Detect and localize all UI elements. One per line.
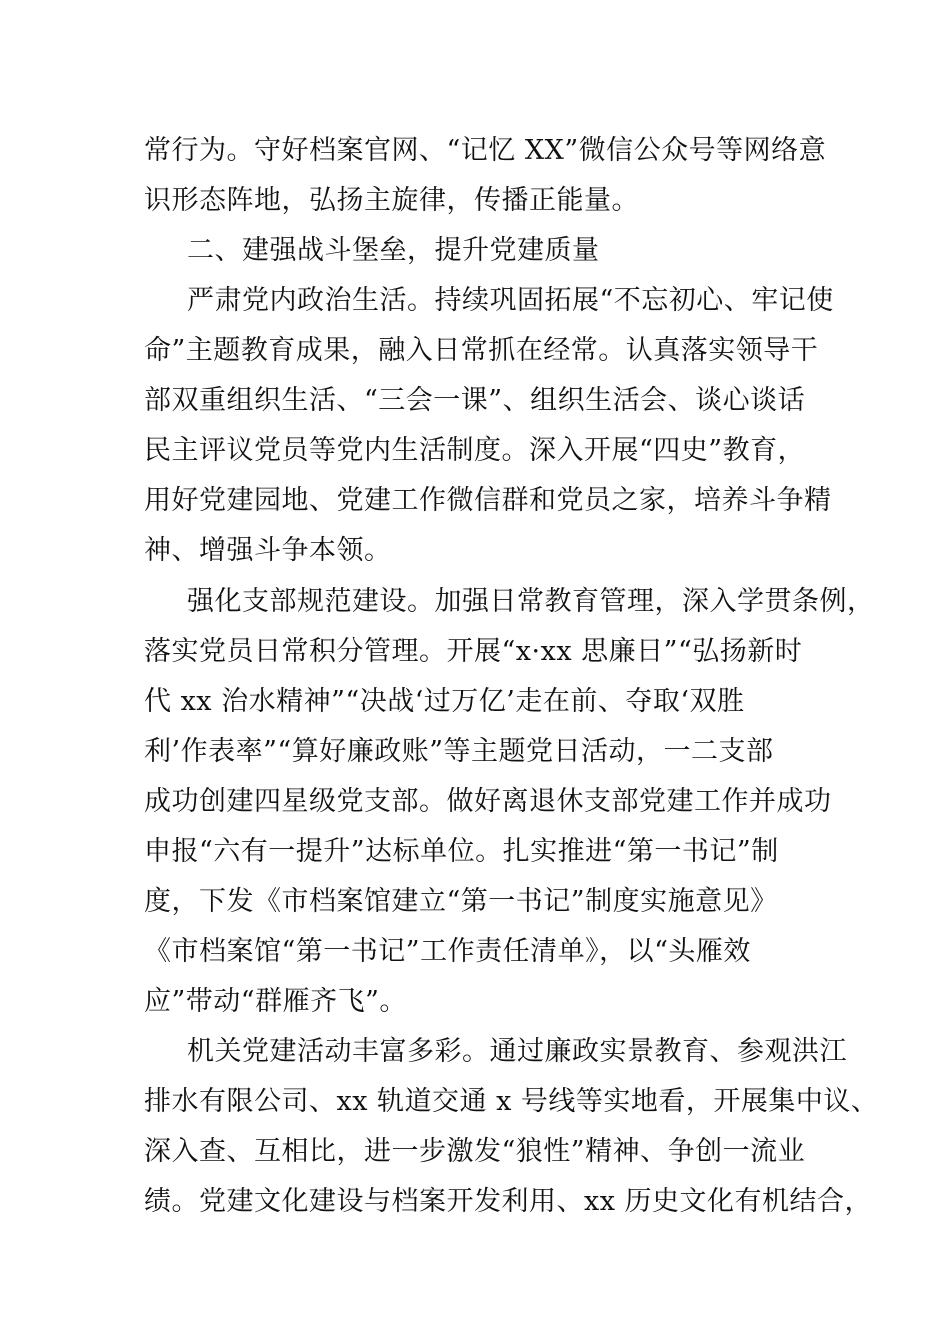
paragraph-start-line: 强化支部规范建设。加强日常教育管理，深入学贯条例， <box>187 586 875 617</box>
text-line: 度，下发《市档案馆建立“第一书记”制度实施意见》 <box>144 886 778 917</box>
text-line: 常行为。守好档案官网、“记忆 XX”微信公众号等网络意 <box>144 135 827 166</box>
text-line: 民主评议党员等党内生活制度。深入开展“四史”教育， <box>144 435 806 466</box>
text-line: 绩。党建文化建设与档案开发利用、xx 历史文化有机结合， <box>144 1186 873 1217</box>
text-line: 识形态阵地，弘扬主旋律，传播正能量。 <box>144 185 639 216</box>
paragraph-start-line: 严肃党内政治生活。持续巩固拓展“不忘初心、牢记使 <box>187 285 834 316</box>
text-line: 代 xx 治水精神”“决战‘过万亿’走在前、夺取‘双胜 <box>144 686 745 717</box>
text-line: 利’作表率”“算好廉政账”等主题党日活动，一二支部 <box>144 736 774 767</box>
text-line: 神、增强斗争本领。 <box>144 535 392 566</box>
text-line: 申报“六有一提升”达标单位。扎实推进“第一书记”制 <box>144 836 779 867</box>
text-line: 成功创建四星级党支部。做好离退休支部党建工作并成功 <box>144 786 832 817</box>
text-line: 命”主题教育成果，融入日常抓在经常。认真落实领导干 <box>144 335 819 366</box>
text-line: 部双重组织生活、“三会一课”、组织生活会、谈心谈话 <box>144 385 806 416</box>
text-line: 应”带动“群雁齐飞”。 <box>144 986 407 1017</box>
paragraph-start-line: 机关党建活动丰富多彩。通过廉政实景教育、参观洪江 <box>187 1036 847 1067</box>
section-heading: 二、建强战斗堡垒，提升党建质量 <box>187 235 600 266</box>
text-line: 落实党员日常积分管理。开展“x·xx 思廉日”“弘扬新时 <box>144 636 803 667</box>
text-line: 《市档案馆“第一书记”工作责任清单》，以“头雁效 <box>144 936 751 967</box>
text-line: 用好党建园地、党建工作微信群和党员之家，培养斗争精 <box>144 485 832 516</box>
text-line: 深入查、互相比，进一步激发“狼性”精神、争创一流业 <box>144 1136 806 1167</box>
text-line: 排水有限公司、xx 轨道交通 x 号线等实地看，开展集中议、 <box>144 1086 879 1117</box>
